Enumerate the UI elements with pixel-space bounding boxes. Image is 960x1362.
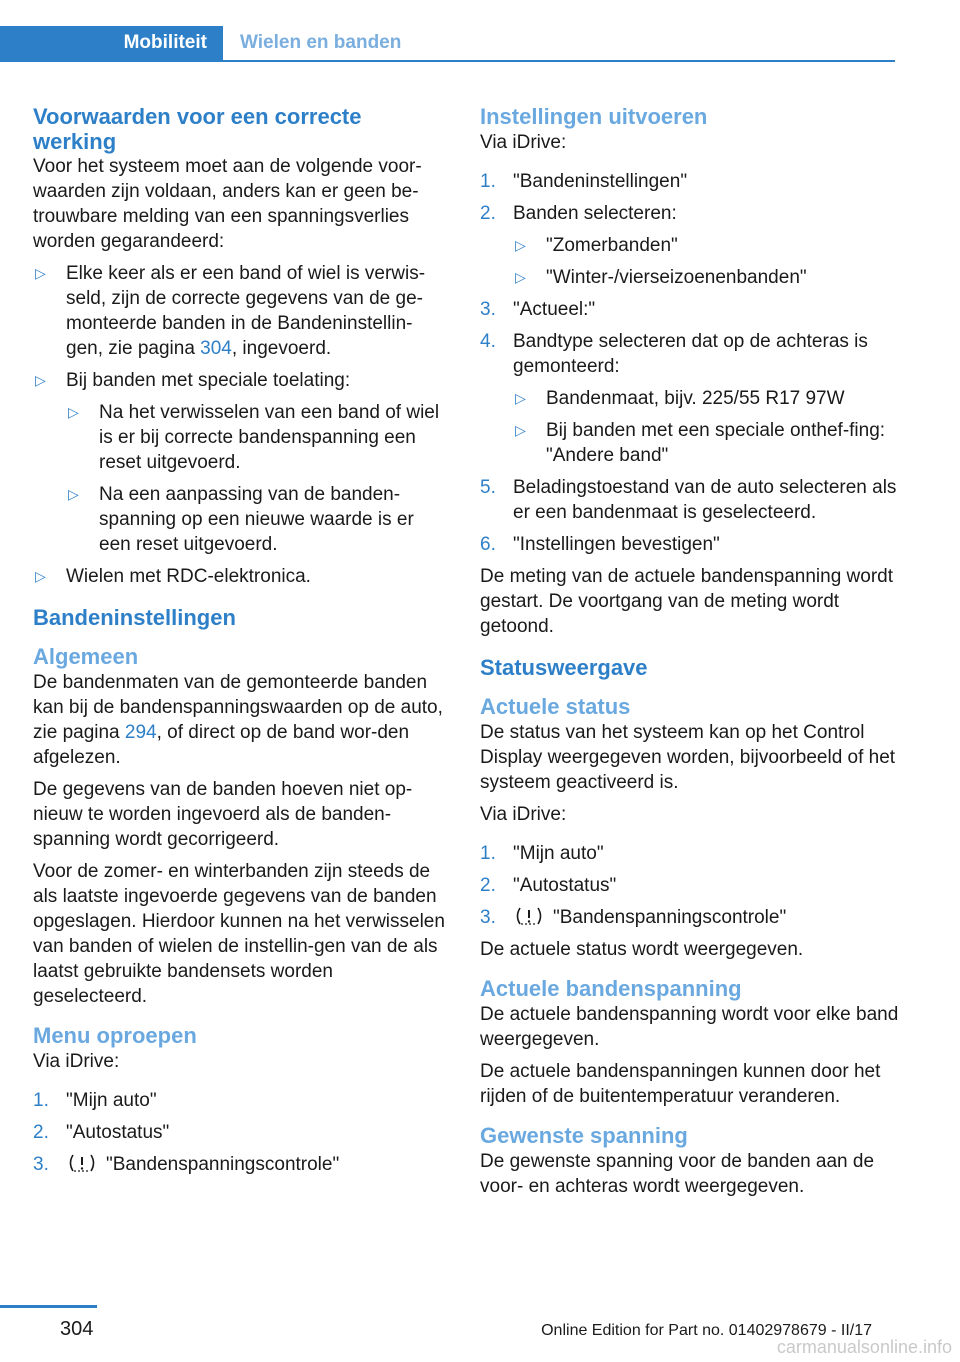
paragraph: Via iDrive: bbox=[480, 804, 567, 825]
tire-pressure-warning-icon bbox=[513, 906, 545, 926]
list-item: 5. Beladingstoestand van de auto selecteren als er een bandenmaat is geselecteerd. bbox=[480, 477, 897, 523]
heading-statusweergave: Statusweergave bbox=[480, 655, 648, 680]
step-number: 6. bbox=[480, 534, 496, 555]
bullet-marker: ▷ bbox=[515, 390, 526, 406]
list-item: ▷ "Zomerbanden" bbox=[515, 235, 678, 256]
list-item: ▷ Bij banden met een speciale onthef‐fing: "Andere band" bbox=[515, 420, 886, 466]
watermark: carmanualsonline.info bbox=[776, 1337, 952, 1357]
step-number: 3. bbox=[33, 1154, 49, 1175]
list-item: ▷ Na een aanpassing van de banden‐spanning op een nieuwe waarde is er een reset uitgevoerd. bbox=[68, 484, 414, 555]
bullet-marker: ▷ bbox=[515, 269, 526, 285]
left-column bbox=[33, 104, 447, 1184]
list-item: 3. "Actueel:" bbox=[480, 299, 596, 320]
nested-bullet-list bbox=[66, 400, 447, 557]
tire-pressure-warning-icon bbox=[66, 1153, 98, 1173]
subheading-menu-oproepen: Menu oproepen bbox=[33, 1023, 197, 1048]
paragraph: De meting van de actuele bandenspanning wordt gestart. De voortgang van de meting wordt getoond. bbox=[480, 566, 894, 637]
list-item: 6. "Instellingen bevestigen" bbox=[480, 534, 720, 555]
paragraph: Voor de zomer- en winterbanden zijn steeds de als laatste ingevoerde gegevens van de banden opgeslagen. Hierdoor kunnen na het verwisselen van banden of wielen de instellin‐gen van de als laatst gebruikte bandensets worden geselecteerd. bbox=[33, 861, 445, 1007]
list-item: ▷ Elke keer als er een band of wiel is verwis‐seld, zijn de correcte gegevens van de ge‐monteerde banden in de Bandeninstellin‐gen, zie pagina 304, ingevoerd. bbox=[35, 263, 426, 359]
subheading-gewenste-spanning: Gewenste spanning bbox=[480, 1123, 688, 1148]
list-item: 2. "Autostatus" bbox=[480, 875, 617, 896]
list-item: ▷ Wielen met RDC-elektronica. bbox=[35, 566, 311, 587]
bullet-marker: ▷ bbox=[68, 486, 79, 502]
right-column bbox=[480, 104, 900, 1206]
running-header bbox=[0, 26, 895, 62]
bullet-marker: ▷ bbox=[68, 404, 79, 420]
list-item: 1. "Mijn auto" bbox=[33, 1090, 157, 1111]
page-link-304[interactable]: 304 bbox=[200, 338, 232, 359]
nested-bullet-list bbox=[513, 233, 900, 290]
step-number: 1. bbox=[480, 843, 496, 864]
subheading-algemeen: Algemeen bbox=[33, 644, 139, 669]
bullet-marker: ▷ bbox=[515, 422, 526, 438]
header-section-tab: Mobiliteit bbox=[0, 26, 223, 60]
step-number: 2. bbox=[480, 203, 496, 224]
list-item: 3. "Bandenspanningscontrole" bbox=[480, 907, 787, 928]
page-link-294[interactable]: 294 bbox=[124, 722, 157, 743]
list-item: ▷ Na het verwisselen van een band of wiel is er bij correcte bandenspanning een reset uitgevoerd. bbox=[68, 402, 440, 473]
bullet-list bbox=[33, 261, 447, 589]
step-number: 2. bbox=[33, 1122, 49, 1143]
numbered-list bbox=[33, 1088, 447, 1177]
list-item: ▷ "Winter-/vierseizoenenbanden" bbox=[515, 267, 807, 288]
paragraph: De status van het systeem kan op het Control Display weergegeven worden, bijvoorbeeld of het systeem geactiveerd is. bbox=[480, 722, 896, 793]
bullet-marker: ▷ bbox=[35, 265, 46, 281]
step-number: 5. bbox=[480, 477, 496, 498]
numbered-list bbox=[480, 169, 900, 557]
heading-voorwaarden: Voorwaarden voor een correcte werking bbox=[33, 104, 362, 154]
step-number: 2. bbox=[480, 875, 496, 896]
numbered-list bbox=[480, 841, 900, 930]
heading-bandeninstellingen: Bandeninstellingen bbox=[33, 605, 236, 630]
step-number: 4. bbox=[480, 331, 496, 352]
list-item: 3. "Bandenspanningscontrole" bbox=[33, 1154, 340, 1175]
bullet-marker: ▷ bbox=[515, 237, 526, 253]
subheading-actuele-bandenspanning: Actuele bandenspanning bbox=[480, 976, 742, 1001]
step-number: 3. bbox=[480, 299, 496, 320]
paragraph: De bandenmaten van de gemonteerde banden kan bij de bandenspanningswaarden op de auto, zie pagina 294, of direct op de band wor‐den afgelezen. bbox=[33, 672, 443, 768]
footer-rule bbox=[0, 1305, 97, 1308]
list-item: 1. "Bandeninstellingen" bbox=[480, 171, 688, 192]
step-number: 1. bbox=[480, 171, 496, 192]
list-item: ▷ Bandenmaat, bijv. 225/55 R17 97W bbox=[515, 388, 845, 409]
bullet-marker: ▷ bbox=[35, 372, 46, 388]
list-item: ▷ Bij banden met speciale toelating: ▷ Na het verwisselen van een band of wiel is er bij correcte bandenspanning een reset uitgevoerd. ▷ Na een aanpassing van de banden‐spanning op een nieuwe waarde is er een reset uitgevoerd. bbox=[33, 368, 447, 557]
list-item: 1. "Mijn auto" bbox=[480, 843, 604, 864]
subheading-instellingen-uitvoeren: Instellingen uitvoeren bbox=[480, 104, 708, 129]
list-item: 4. Bandtype selecteren dat op de achteras is gemonteerd: ▷ Bandenmaat, bijv. 225/55 R17 97W ▷ Bij banden met een speciale onthef‐fing: "Andere band" bbox=[480, 329, 900, 468]
bullet-marker: ▷ bbox=[35, 568, 46, 584]
list-item: 2. "Autostatus" bbox=[33, 1122, 170, 1143]
step-number: 1. bbox=[33, 1090, 49, 1111]
step-number: 3. bbox=[480, 907, 496, 928]
header-chapter-title: Wielen en banden bbox=[240, 32, 402, 53]
paragraph: Via iDrive: bbox=[480, 132, 567, 153]
paragraph: Voor het systeem moet aan de volgende voor‐waarden zijn voldaan, anders kan er geen be‐trouwbare melding van een spanningsverlies worden gegarandeerd: bbox=[33, 156, 422, 252]
page-number: 304 bbox=[60, 1318, 94, 1340]
subheading-actuele-status: Actuele status bbox=[480, 694, 631, 719]
paragraph: De gewenste spanning voor de banden aan de voor- en achteras wordt weergegeven. bbox=[480, 1151, 875, 1197]
edition-note: Online Edition for Part no. 01402978679 - II/17 bbox=[541, 1322, 872, 1339]
paragraph: De actuele status wordt weergegeven. bbox=[480, 939, 804, 960]
paragraph: Via iDrive: bbox=[33, 1051, 120, 1072]
paragraph: De actuele bandenspanning wordt voor elke band weergegeven. bbox=[480, 1004, 899, 1050]
paragraph: De gegevens van de banden hoeven niet op‐nieuw te worden ingevoerd als de banden‐spanning wordt gecorrigeerd. bbox=[33, 779, 413, 850]
nested-bullet-list bbox=[513, 386, 900, 468]
paragraph: De actuele bandenspanningen kunnen door het rijden of de buitentemperatuur veranderen. bbox=[480, 1061, 881, 1107]
list-item: 2. Banden selecteren: ▷ "Zomerbanden" ▷ "Winter-/vierseizoenenbanden" bbox=[480, 201, 900, 290]
